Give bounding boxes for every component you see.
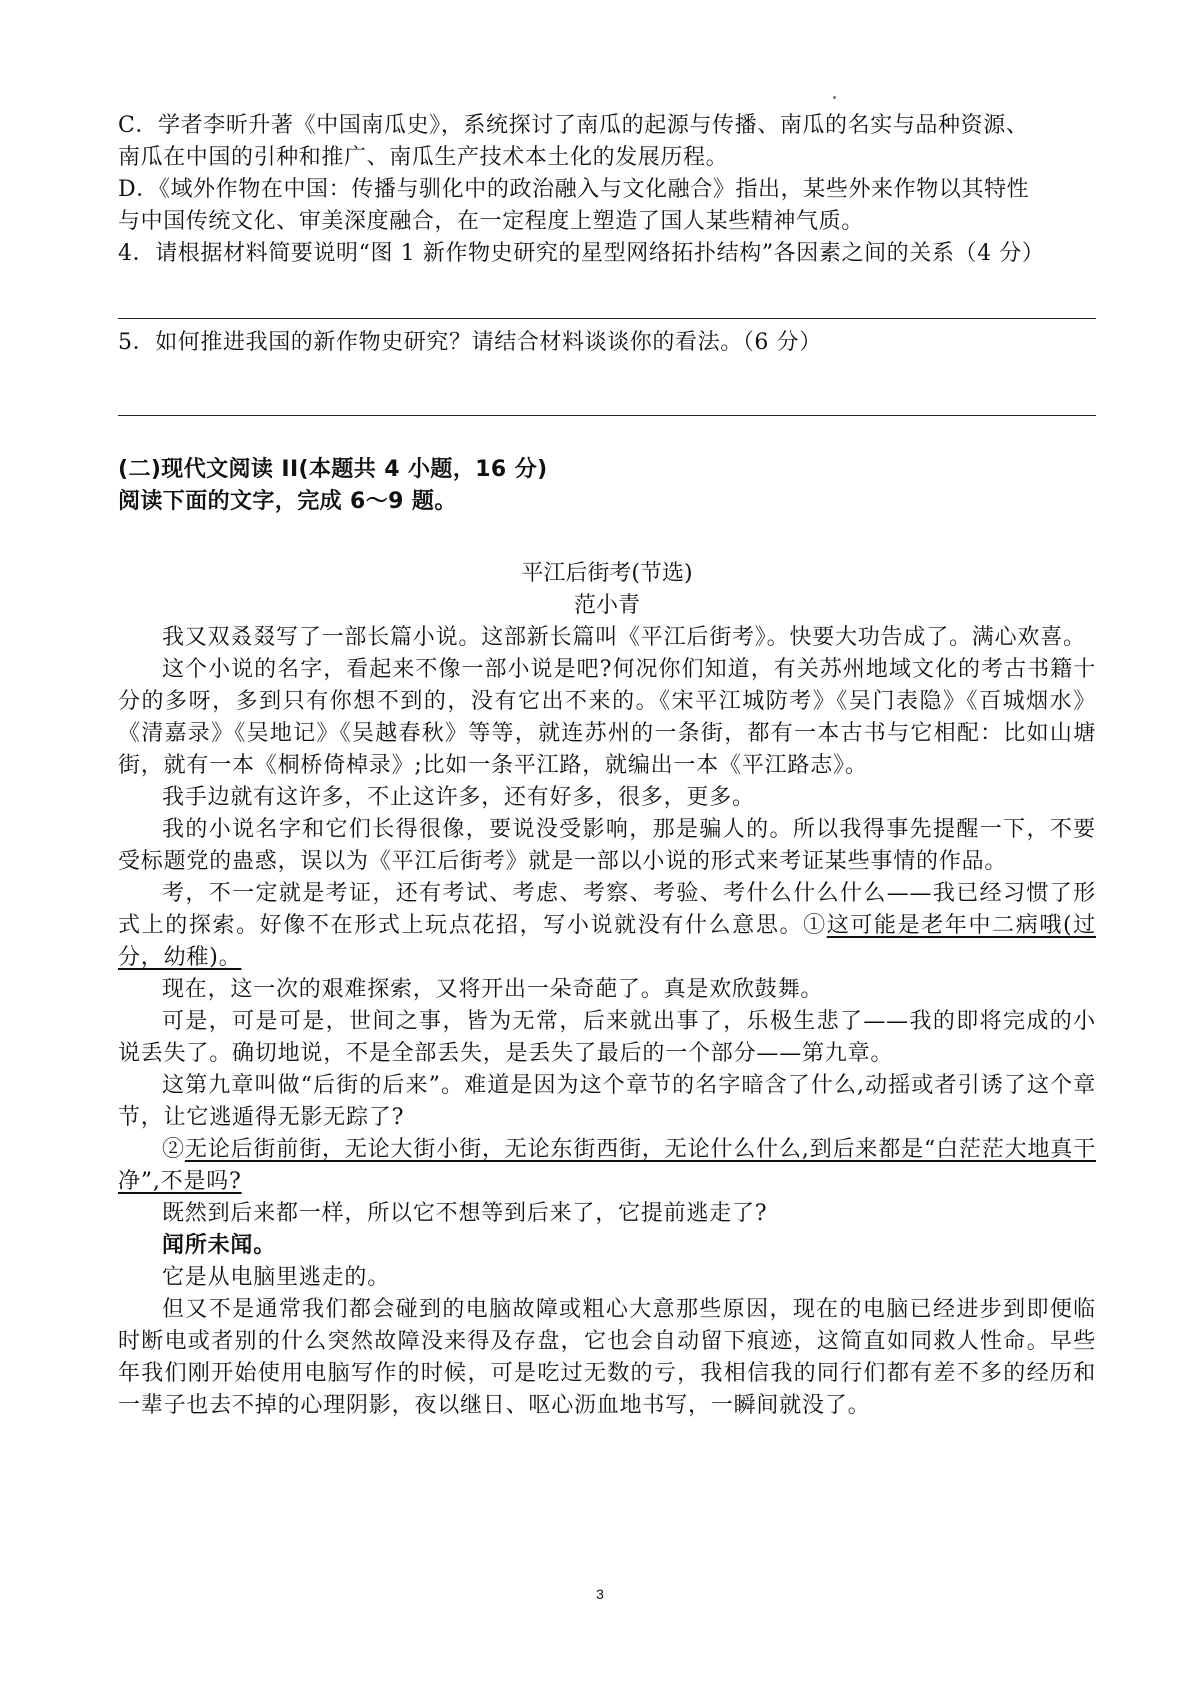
paragraph-5-text: 考，不一定就是考证，还有考试、考虑、考察、考验、考什么什么什么——我已经习惯了形式上的探索。好像不在形式上玩点花招，写小说就没有什么意思。① bbox=[118, 881, 1096, 938]
scan-dot bbox=[833, 96, 836, 99]
page-number: 3 bbox=[596, 1586, 604, 1602]
option-d-line-2: 与中国传统文化、审美深度融合，在一定程度上塑造了国人某些精神气质。 bbox=[118, 209, 864, 234]
article-author: 范小青 bbox=[573, 593, 640, 618]
paragraph-2: 这个小说的名字，看起来不像一部小说是吧?何况你们知道，有关苏州地域文化的考古书籍十分的多呀，多到只有你想不到的，没有它出不来的。《宋平江城防考》《吴门表隐》《百城烟水》《清嘉录》《吴地记》《吴越春秋》等等，就连苏州的一条街，都有一本古书与它相配：比如山塘街，就有一本《桐桥倚棹录》;比如一条平江路，就编出一本《平江路志》。 bbox=[118, 657, 1096, 778]
option-c-line-2: 南瓜在中国的引种和推广、南瓜生产技术本土化的发展历程。 bbox=[118, 145, 729, 170]
paragraph-11: 闻所未闻。 bbox=[162, 1233, 277, 1258]
section-instruction: 阅读下面的文字，完成 6～9 题。 bbox=[118, 489, 457, 514]
paragraph-9-marker: ② bbox=[162, 1137, 185, 1162]
paragraph-10: 既然到后来都一样，所以它不想等到后来了，它提前逃走了? bbox=[162, 1201, 768, 1226]
paragraph-6: 现在，这一次的艰难探索，又将开出一朵奇葩了。真是欢欣鼓舞。 bbox=[162, 977, 824, 1002]
option-d-line-1: D．《域外作物在中国：传播与驯化中的政治融入与文化融合》指出，某些外来作物以其特性 bbox=[118, 177, 1030, 202]
paragraph-1: 我又双叒叕写了一部长篇小说。这部新长篇叫《平江后街考》。快要大功告成了。满心欢喜。 bbox=[162, 625, 1086, 650]
paragraph-8: 这第九章叫做“后街的后来”。难道是因为这个章节的名字暗含了什么,动摇或者引诱了这个章节，让它逃遁得无影无踪了? bbox=[118, 1073, 1096, 1130]
section-heading: (二)现代文阅读 II(本题共 4 小题，16 分) bbox=[118, 457, 548, 482]
underlined-sentence-2: 无论后街前街，无论大街小街，无论东街西街，无论什么什么,到后来都是“白茫茫大地真干净”,不是吗? bbox=[118, 1137, 1096, 1194]
paragraph-3: 我手边就有这许多，不止这许多，还有好多，很多，更多。 bbox=[162, 785, 755, 810]
paragraph-5 bbox=[118, 878, 1096, 974]
paragraph-9 bbox=[118, 1134, 1096, 1198]
question-4: 4．请根据材料简要说明“图 1 新作物史研究的星型网络拓扑结构”各因素之间的关系（4 分） bbox=[118, 241, 1045, 266]
page-content bbox=[118, 110, 1096, 1422]
paragraph-12: 它是从电脑里逃走的。 bbox=[162, 1265, 391, 1290]
option-c-line-1: C．学者李昕升著《中国南瓜史》，系统探讨了南瓜的起源与传播、南瓜的名实与品种资源、 bbox=[118, 113, 1029, 138]
paragraph-7: 可是，可是可是，世间之事，皆为无常，后来就出事了，乐极生悲了——我的即将完成的小说丢失了。确切地说，不是全部丢失，是丢失了最后的一个部分——第九章。 bbox=[118, 1009, 1096, 1066]
paragraph-13: 但又不是通常我们都会碰到的电脑故障或粗心大意那些原因，现在的电脑已经进步到即便临时断电或者别的什么突然故障没来得及存盘，它也会自动留下痕迹，这简直如同救人性命。早些年我们刚开始使用电脑写作的时候，可是吃过无数的亏，我相信我的同行们都有差不多的经历和一辈子也去不掉的心理阴影，夜以继日、呕心沥血地书写，一瞬间就没了。 bbox=[118, 1297, 1096, 1418]
underlined-sentence-1: 这可能是老年中二病哦(过分，幼稚)。 bbox=[118, 913, 1096, 970]
article-title: 平江后街考(节选) bbox=[521, 561, 693, 586]
question-5: 5．如何推进我国的新作物史研究？请结合材料谈谈你的看法。（6 分） bbox=[118, 330, 822, 355]
paragraph-4: 我的小说名字和它们长得很像，要说没受影响，那是骗人的。所以我得事先提醒一下，不要受标题党的蛊惑，误以为《平江后街考》就是一部以小说的形式来考证某些事情的作品。 bbox=[118, 817, 1096, 874]
